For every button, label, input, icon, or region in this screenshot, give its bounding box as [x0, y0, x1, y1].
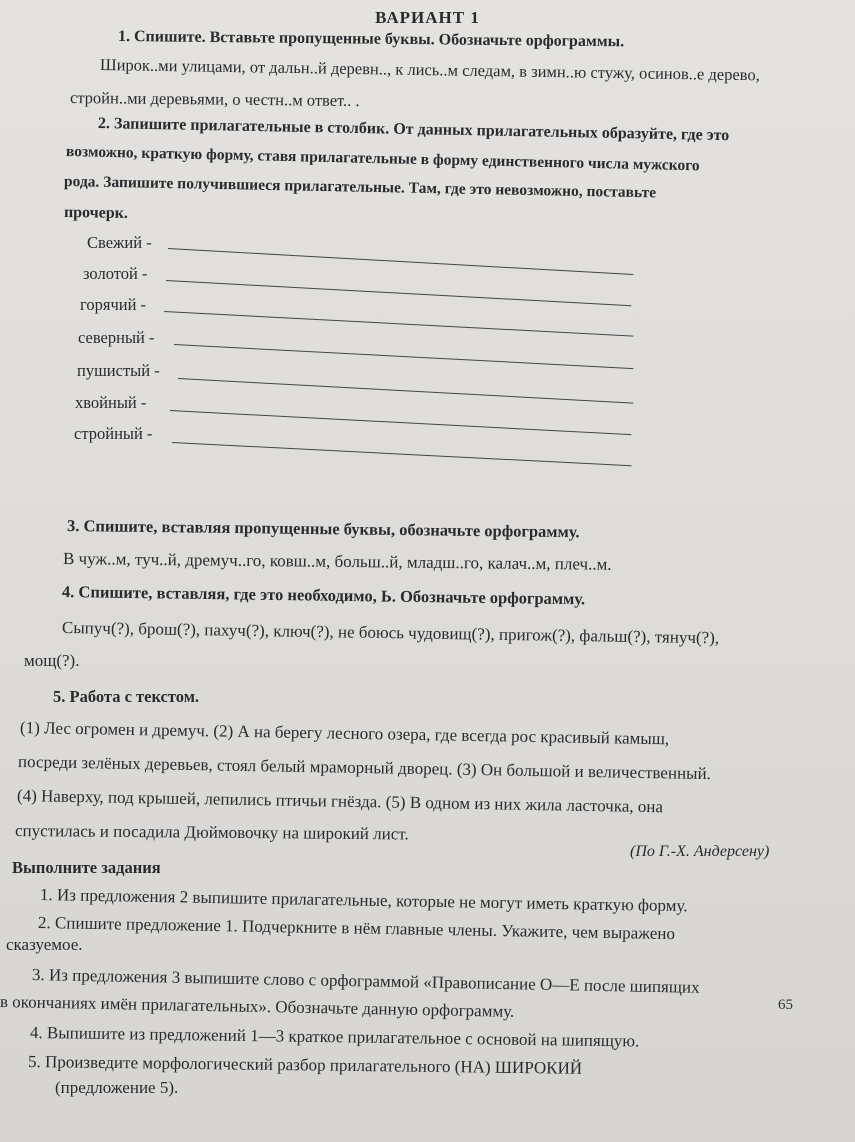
assignment-1: 1. Из предложения 2 выпишите прилагательные, которые не могут иметь краткую форму.	[39, 885, 688, 916]
adjective-5: пушистый -	[77, 361, 160, 380]
adjective-2: золотой -	[83, 264, 148, 283]
task4-heading: 4. Спишите, вставляя, где это необходимо, Ь. Обозначьте орфограмму.	[61, 582, 586, 609]
assignment-2-line1: 2. Спишите предложение 1. Подчеркните в нём главные члены. Укажите, чем выражено	[37, 913, 676, 944]
assignment-5-line1: 5. Произведите морфологический разбор прилагательного (НА) ШИРОКИЙ	[27, 1052, 583, 1078]
answer-line-5	[178, 378, 633, 404]
task4-line1: Сыпуч(?), брош(?), пахуч(?), ключ(?), не боюсь чудовищ(?), пригож(?), фальш(?), тянуч(?),	[61, 618, 720, 648]
task3-text: В чуж..м, туч..й, дремуч..го, ковш..м, больш..й, младш..го, калач..м, плеч..м.	[62, 549, 612, 574]
task2-line2: возможно, краткую форму, ставя прилагательные в форму единственного числа мужского	[65, 143, 700, 175]
task2-line1: 2. Запишите прилагательные в столбик. От данных прилагательных образуйте, где это	[97, 115, 730, 145]
answer-line-3	[164, 311, 633, 337]
text-source: (По Г.-Х. Андерсену)	[630, 843, 770, 860]
task5-text-2: посреди зелёных деревьев, стоял белый мраморный дворец. (3) Он большой и величественный.	[17, 752, 712, 784]
task3-heading: 3. Спишите, вставляя пропущенные буквы, обозначьте орфограмму.	[66, 516, 580, 542]
task4-line2: мощ(?).	[24, 651, 80, 670]
task2-line3: рода. Запишите получившиеся прилагательные. Там, где это невозможно, поставьте	[63, 173, 657, 202]
assignments-heading: Выполните задания	[12, 858, 161, 877]
task1-line1: Широк..ми улицами, от дальн..й деревн.., к лись..м следам, в зимн..ю стужу, осинов..е дерево,	[99, 55, 760, 85]
adjective-4: северный -	[78, 328, 155, 347]
task1-line2: стройн..ми деревьями, о честн..м ответ.. .	[69, 88, 360, 111]
assignment-3-line1: 3. Из предложения 3 выпишите слово с орфограммой «Правописание О—Е после шипящих	[31, 965, 700, 997]
answer-line-4	[174, 344, 633, 369]
answer-line-2	[166, 280, 631, 306]
adjective-7: стройный -	[74, 424, 153, 443]
answer-line-6	[170, 410, 631, 435]
adjective-1: Свежий -	[87, 233, 152, 252]
adjective-6: хвойный -	[75, 393, 147, 412]
assignment-4: 4. Выпишите из предложений 1—3 краткое прилагательное с основой на шипящую.	[29, 1023, 640, 1051]
task5-text-1: (1) Лес огромен и дремуч. (2) А на берегу лесного озера, где всегда рос красивый камыш,	[19, 718, 670, 749]
task1-heading: 1. Спишите. Вставьте пропущенные буквы. Обозначьте орфограммы.	[117, 28, 625, 51]
adjective-3: горячий -	[80, 295, 147, 314]
assignment-5-line2: (предложение 5).	[55, 1078, 179, 1097]
answer-line-1	[168, 248, 633, 275]
task2-line4: прочерк.	[63, 204, 129, 222]
task5-text-3: (4) Наверху, под крышей, лепились птичьи гнёзда. (5) В одном из них жила ласточка, она	[16, 786, 664, 817]
assignment-2-line2: сказуемое.	[6, 935, 83, 954]
task5-heading: 5. Работа с текстом.	[53, 687, 200, 706]
assignment-3-line2: в окончаниях имён прилагательных». Обозначьте данную орфограмму.	[0, 992, 515, 1021]
page-number: 65	[778, 997, 793, 1013]
variant-title: ВАРИАНТ 1	[375, 8, 480, 27]
answer-line-7	[172, 442, 631, 466]
task5-text-4: спустилась и посадила Дюймовочку на широкий лист.	[14, 821, 409, 844]
